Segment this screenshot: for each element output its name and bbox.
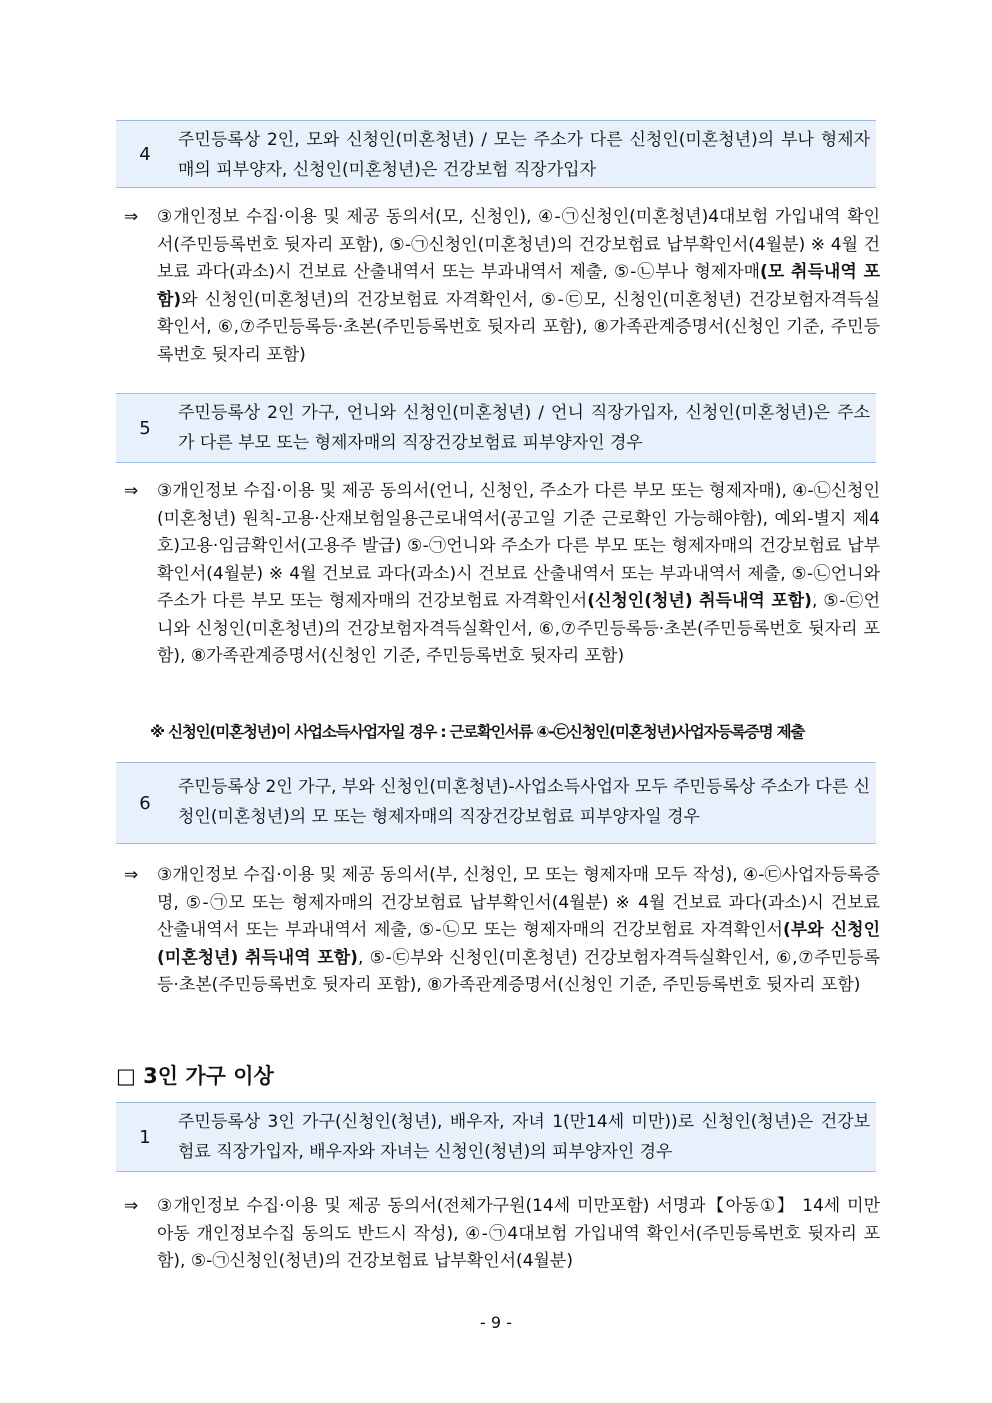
document-list-4: [124, 204, 880, 369]
document-text: ③개인정보 수집·이용 및 제공 동의서(부, 신청인, 모 또는 형제자매 모두 작성), ④-㉢사업자등록증명, ⑤-㉠모 또는 형제자매의 건강보험료 납부확인서(4월분) ※ 4월 건보료 과다(과소)시 건보료 산출내역서 또는 부과내역서 제출, ⑤-㉡모 또는 형제자매의 건강보험료 자격확인서: [157, 865, 880, 940]
arrow-icon: ⇒: [124, 865, 139, 885]
case-description: 주민등록상 2인 가구, 부와 신청인(미혼청년)-사업소득사업자 모두 주민등록상 주소가 다른 신청인(미혼청년)의 모 또는 형제자매의 직장건강보험료 피부양자일 경우: [178, 777, 870, 827]
page-number: - 9 -: [480, 1313, 512, 1332]
document-list-6: [124, 862, 880, 1000]
emphasis-text: (신청인(청년) 취득내역 포함): [587, 591, 812, 611]
section-heading: □ 3인 가구 이상: [116, 1064, 274, 1088]
document-text: , ⑤-㉢부와 신청인(미혼청년) 건강보험자격득실확인서, ⑥,⑦주민등록등·초본(주민등록번호 뒷자리 포함), ⑧가족관계증명서(신청인 기준, 주민등록번호 뒷자리 포함): [157, 947, 880, 995]
case-description: 주민등록상 3인 가구(신청인(청년), 배우자, 자녀 1(만14세 미만))로 신청인(청년)은 건강보험료 직장가입자, 배우자와 자녀는 신청인(청년)의 피부양자인 경우: [178, 1112, 870, 1162]
emphasis-text: (모 취득내역 포함): [157, 262, 881, 310]
case-box-4: [116, 120, 876, 188]
arrow-icon: ⇒: [124, 481, 139, 501]
document-list-1: [124, 1193, 880, 1276]
case-box-6: [116, 762, 876, 844]
arrow-icon: ⇒: [124, 1196, 139, 1216]
document-text: ③개인정보 수집·이용 및 제공 동의서(전체가구원(14세 미만포함) 서명과【아동①】 14세 미만 아동 개인정보수집 동의도 반드시 작성), ④-㉠4대보험 가입내역 확인서(주민등록번호 뒷자리 포함), ⑤-㉠신청인(청년)의 건강보험료 납부확인서(4월분): [157, 1196, 880, 1271]
document-text: ③개인정보 수집·이용 및 제공 동의서(언니, 신청인, 주소가 다른 부모 또는 형제자매), ④-㉡신청인(미혼청년) 원칙-고용·산재보험일용근로내역서(공고일 기준 근로확인 가능해야함), 예외-별지 제4호)고용·임금확인서(고용주 발급) ⑤-㉠언니와 주소가 다른 부모 또는 형제자매의 건강보험료 납부확인서(4월분) ※ 4월 건보료 과다(과소)시 건보료 산출내역서 또는 부과내역서 제출, ⑤-㉡언니와 주소가 다른 부모 또는 형제자매의 건강보험료 자격확인서: [157, 481, 880, 611]
case-number: 5: [139, 417, 151, 439]
document-text: ③개인정보 수집·이용 및 제공 동의서(모, 신청인), ④-㉠신청인(미혼청년)4대보험 가입내역 확인서(주민등록번호 뒷자리 포함), ⑤-㉠신청인(미혼청년)의 건강보험료 납부확인서(4월분) ※ 4월 건보료 과다(과소)시 건보료 산출내역서 또는 부과내역서 제출, ⑤-㉡부나 형제자매: [157, 207, 880, 282]
case-box-5: [116, 393, 876, 463]
document-list-5: [124, 478, 880, 671]
document-text: 와 신청인(미혼청년)의 건강보험료 자격확인서, ⑤-㉢모, 신청인(미혼청년) 건강보험자격득실확인서, ⑥,⑦주민등록등·초본(주민등록번호 뒷자리 포함), ⑧가족관계증명서(신청인 기준, 주민등록번호 뒷자리 포함): [157, 289, 880, 365]
note-text: ※ 신청인(미혼청년)이 사업소득사업자일 경우 : 근로확인서류 ④-㉢신청인(미혼청년)사업자등록증명 제출: [150, 723, 805, 741]
emphasis-text: (부와 신청인(미혼청년) 취득내역 포함): [157, 920, 880, 968]
case-description: 주민등록상 2인 가구, 언니와 신청인(미혼청년) / 언니 직장가입자, 신청인(미혼청년)은 주소가 다른 부모 또는 형제자매의 직장건강보험료 피부양자인 경우: [178, 403, 870, 453]
case-description: 주민등록상 2인, 모와 신청인(미혼청년) / 모는 주소가 다른 신청인(미혼청년)의 부나 형제자매의 피부양자, 신청인(미혼청년)은 건강보험 직장가입자: [178, 130, 870, 180]
arrow-icon: ⇒: [124, 207, 139, 227]
document-text: , ⑤-㉢언니와 신청인(미혼청년)의 건강보험자격득실확인서, ⑥,⑦주민등록등·초본(주민등록번호 뒷자리 포함), ⑧가족관계증명서(신청인 기준, 주민등록번호 뒷자리 포함): [157, 591, 880, 666]
case-box-1: [116, 1102, 876, 1172]
case-number: 1: [139, 1126, 151, 1148]
case-number: 4: [139, 143, 151, 165]
case-number: 6: [139, 792, 151, 814]
